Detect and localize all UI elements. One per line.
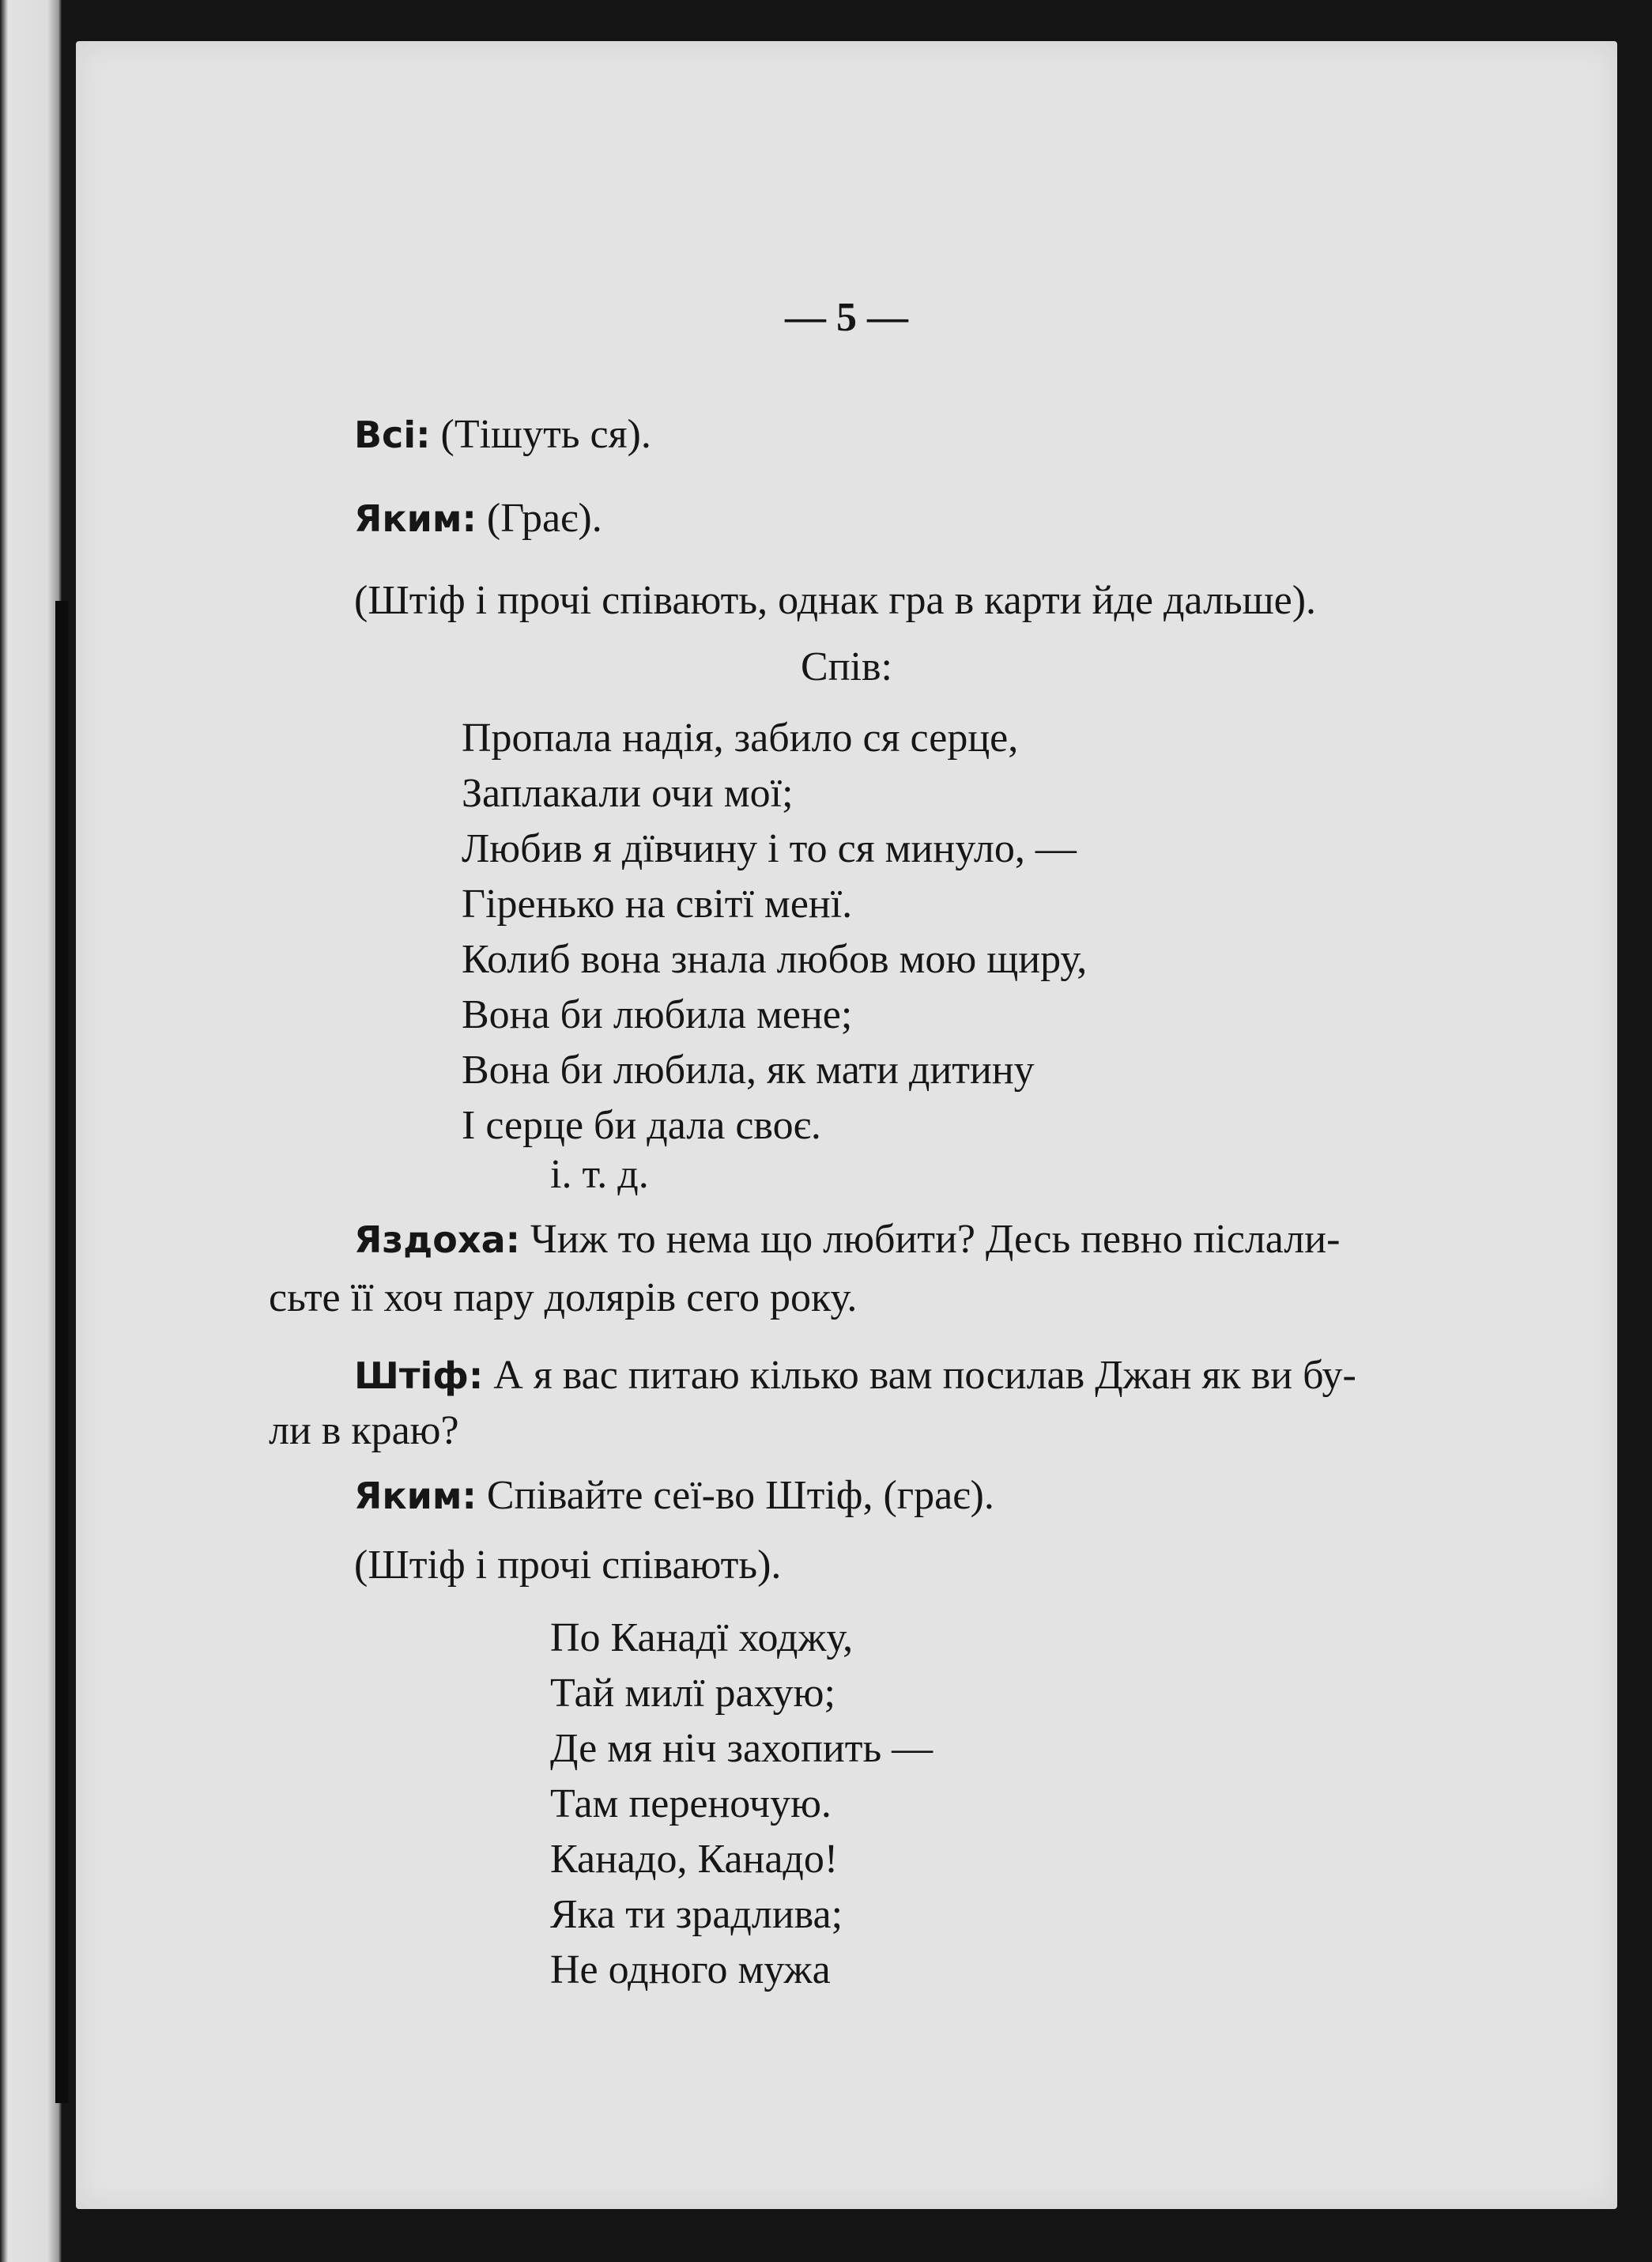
verse-line: Не одного мужа (550, 1947, 831, 1992)
dialogue-line-shtif (354, 1352, 1356, 1399)
dialogue-text: (Тішуть ся). (430, 412, 651, 457)
dialogue-line-yakym (354, 495, 602, 542)
speaker-name: Всі: (354, 414, 431, 456)
verse-line: Там переночую. (550, 1781, 832, 1826)
stage-direction: (Штіф і прочі співають). (354, 1543, 782, 1588)
page-number: — 5 — (785, 295, 908, 340)
dialogue-line-vsi (354, 411, 651, 459)
speaker-name: Яким: (354, 1475, 477, 1517)
verse-line: По Канадї ходжу, (550, 1615, 854, 1660)
verse-line: Колиб вона знала любов мою щиру, (462, 937, 1088, 982)
verse-line: Де мя ніч захопить — (550, 1726, 933, 1771)
verse-line: Канадо, Канадо! (550, 1837, 839, 1882)
verse-line: Любив я дївчину і то ся минуло, — (462, 826, 1077, 871)
verse-line: І серце би дала своє. (462, 1103, 821, 1148)
dialogue-continuation: сьте її хоч пару долярів сего року. (269, 1275, 858, 1320)
speaker-name: Штіф: (354, 1354, 484, 1397)
verse-line: Гіренько на світї менї. (462, 882, 853, 927)
book-page (76, 41, 1617, 2209)
previous-page-edge (0, 0, 62, 2262)
dialogue-text: А я вас питаю кілько вам посилав Джан як ви бу- (483, 1353, 1356, 1398)
verse-line: Пропала надія, забило ся серце, (462, 716, 1019, 761)
verse-line: Тай милї рахую; (550, 1671, 835, 1716)
speaker-name: Яздоха: (354, 1218, 521, 1261)
verse-line: Вона би любила, як мати дитину (462, 1048, 1035, 1093)
verse-line: Вона би любила мене; (462, 992, 853, 1037)
song-heading: Спів: (801, 644, 892, 689)
dialogue-text: (Грає). (476, 496, 602, 541)
stage-direction: (Штіф і прочі співають, однак гра в карти йде дальше). (354, 578, 1317, 623)
page-text (76, 41, 1617, 2209)
speaker-name: Яким: (354, 497, 477, 540)
dialogue-line-yakym-2 (354, 1472, 994, 1520)
dialogue-text: Чиж то нема що любити? Десь певно післали- (520, 1217, 1341, 1262)
dialogue-text: Співайте сеї-во Штіф, (грає). (476, 1473, 994, 1518)
page-shadow (55, 601, 68, 2103)
verse-line: Заплакали очи мої; (462, 771, 794, 816)
dialogue-line-yazdokha (354, 1216, 1340, 1263)
dialogue-continuation: ли в краю? (269, 1408, 459, 1453)
verse-line: Яка ти зрадлива; (550, 1892, 843, 1937)
verse-etc: і. т. д. (550, 1152, 649, 1197)
